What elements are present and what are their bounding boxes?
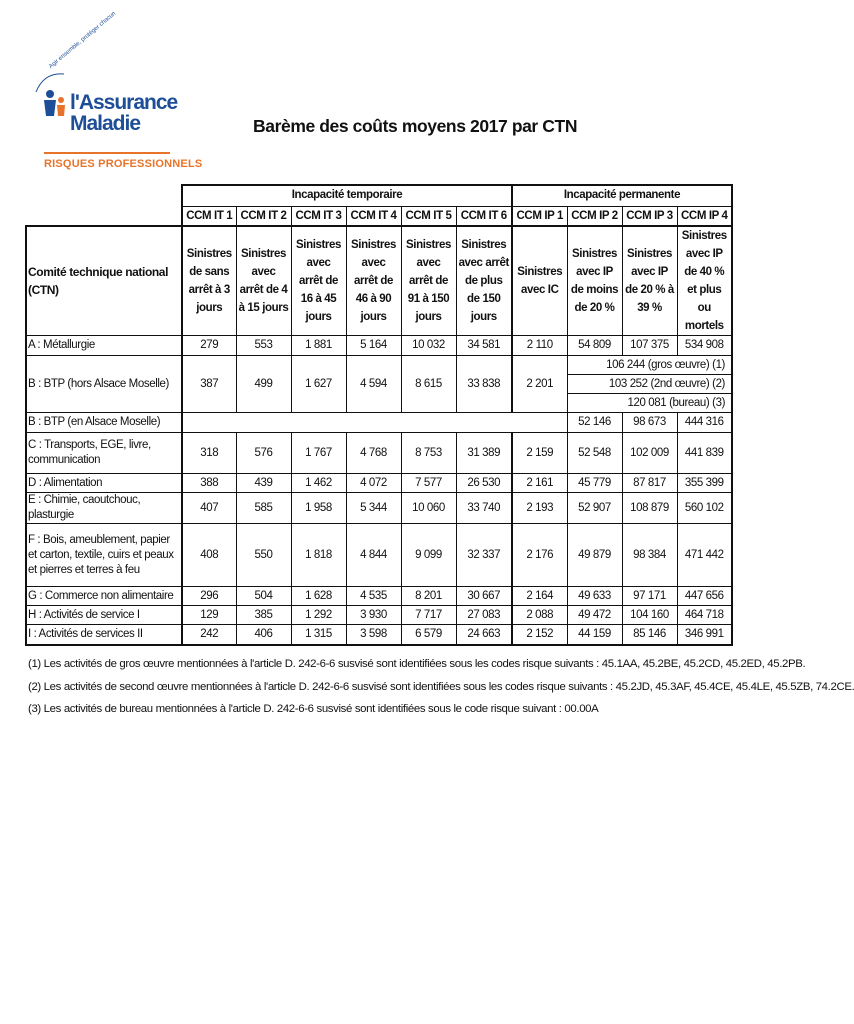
cell: 387	[182, 356, 236, 413]
cell: 553	[236, 336, 291, 356]
cell: 499	[236, 356, 291, 413]
cell: 385	[236, 606, 291, 625]
table-row	[26, 356, 732, 375]
cell: 33 740	[456, 493, 512, 524]
cell: 97 171	[622, 587, 677, 606]
description-header: Sinistres avec arrêt de plus de 150 jours	[456, 226, 512, 336]
cell: 27 083	[456, 606, 512, 625]
cell: 388	[182, 474, 236, 493]
cell: 296	[182, 587, 236, 606]
cell: 1 818	[291, 524, 346, 587]
ctn-header: Comité technique national (CTN)	[26, 226, 182, 336]
cell: 444 316	[677, 413, 732, 433]
cell: 534 908	[677, 336, 732, 356]
page-title: Barème des coûts moyens 2017 par CTN	[253, 116, 578, 136]
cell: 471 442	[677, 524, 732, 587]
logo-line1: l'Assurance	[70, 91, 178, 114]
description-header: Sinistres avec arrêt de 91 à 150 jours	[401, 226, 456, 336]
row-label: I : Activités de services II	[26, 625, 182, 645]
cell: 98 673	[622, 413, 677, 433]
cell: 87 817	[622, 474, 677, 493]
cell: 52 907	[567, 493, 622, 524]
cell: 1 767	[291, 433, 346, 474]
cell: 9 099	[401, 524, 456, 587]
ip-note: 106 244 (gros œuvre) (1)	[567, 356, 732, 375]
cell: 406	[236, 625, 291, 645]
cell: 346 991	[677, 625, 732, 645]
cell: 2 088	[512, 606, 567, 625]
description-header: Sinistres avec arrêt de 4 à 15 jours	[236, 226, 291, 336]
table-row	[26, 587, 732, 606]
code-header: CCM IP 4	[677, 206, 732, 226]
cell: 2 193	[512, 493, 567, 524]
cell: 108 879	[622, 493, 677, 524]
cell: 4 768	[346, 433, 401, 474]
cell: 464 718	[677, 606, 732, 625]
table-row	[26, 606, 732, 625]
footnote-2: (2) Les activités de second œuvre mentionnées à l'article D. 242-6-6 susvisé sont identifiées sous les codes risque suivants : 45.2JD, 45.3AF, 45.4CE, 45.4LE, 45.5ZB, 74.2CE.	[28, 681, 854, 693]
code-header: CCM IT 2	[236, 206, 291, 226]
cell: 26 530	[456, 474, 512, 493]
description-header: Sinistres avec IC	[512, 226, 567, 336]
cell: 560 102	[677, 493, 732, 524]
cell: 2 176	[512, 524, 567, 587]
logo-rule	[44, 152, 170, 154]
cell: 85 146	[622, 625, 677, 645]
cell: 52 146	[567, 413, 622, 433]
cell: 44 159	[567, 625, 622, 645]
logo-line2: Maladie	[70, 112, 141, 135]
ip-note: 103 252 (2nd œuvre) (2)	[567, 375, 732, 394]
cell: 31 389	[456, 433, 512, 474]
row-label: H : Activités de service I	[26, 606, 182, 625]
cell: 107 375	[622, 336, 677, 356]
cell: 407	[182, 493, 236, 524]
cell: 102 009	[622, 433, 677, 474]
table-row	[26, 413, 732, 433]
logo-subtitle: RISQUES PROFESSIONNELS	[44, 158, 203, 170]
code-header: CCM IP 1	[512, 206, 567, 226]
code-header: CCM IP 2	[567, 206, 622, 226]
cell: 441 839	[677, 433, 732, 474]
group-header-temporary: Incapacité temporaire	[182, 185, 512, 206]
row-label: F : Bois, ameublement, papier et carton, textile, cuirs et peaux et pierres et terres à feu	[26, 524, 182, 587]
cell: 1 315	[291, 625, 346, 645]
cell: 8 201	[401, 587, 456, 606]
cell: 49 633	[567, 587, 622, 606]
description-header: Sinistres avec IP de moins de 20 %	[567, 226, 622, 336]
cell: 7 577	[401, 474, 456, 493]
footnote-1: (1) Les activités de gros œuvre mentionnées à l'article D. 242-6-6 susvisé sont identifiées sous les codes risque suivants : 45.1AA, 45.2BE, 45.2CD, 45.2ED, 45.2PB.	[28, 658, 806, 670]
table-row	[26, 433, 732, 474]
cell: 1 881	[291, 336, 346, 356]
description-header: Sinistres avec IP de 40 % et plus ou mortels	[677, 226, 732, 336]
cell: 54 809	[567, 336, 622, 356]
row-label: A : Métallurgie	[26, 336, 182, 356]
cell: 4 844	[346, 524, 401, 587]
cell: 1 628	[291, 587, 346, 606]
cell: 33 838	[456, 356, 512, 413]
cell: 24 663	[456, 625, 512, 645]
code-header: CCM IT 5	[401, 206, 456, 226]
description-header: Sinistres de sans arrêt à 3 jours	[182, 226, 236, 336]
description-header: Sinistres avec arrêt de 16 à 45 jours	[291, 226, 346, 336]
cell: 576	[236, 433, 291, 474]
cell: 10 060	[401, 493, 456, 524]
cell: 1 627	[291, 356, 346, 413]
table-row	[26, 625, 732, 645]
cell: 4 594	[346, 356, 401, 413]
cell: 2 152	[512, 625, 567, 645]
cell: 34 581	[456, 336, 512, 356]
cost-table	[25, 184, 733, 646]
cell: 6 579	[401, 625, 456, 645]
group-header-permanent: Incapacité permanente	[512, 185, 732, 206]
cell: 2 164	[512, 587, 567, 606]
empty-cell	[182, 413, 567, 433]
cell: 2 161	[512, 474, 567, 493]
cell: 5 344	[346, 493, 401, 524]
cell: 45 779	[567, 474, 622, 493]
cell: 1 958	[291, 493, 346, 524]
cell: 30 667	[456, 587, 512, 606]
cell: 550	[236, 524, 291, 587]
table-row	[26, 493, 732, 524]
table-row	[26, 524, 732, 587]
code-header: CCM IT 4	[346, 206, 401, 226]
cell: 318	[182, 433, 236, 474]
cell: 279	[182, 336, 236, 356]
code-header: CCM IT 1	[182, 206, 236, 226]
row-label: G : Commerce non alimentaire	[26, 587, 182, 606]
cell: 8 615	[401, 356, 456, 413]
table-row	[26, 336, 732, 356]
table-row	[26, 474, 732, 493]
row-label: B : BTP (hors Alsace Moselle)	[26, 356, 182, 413]
logo-tagline: Agir ensemble, protéger chacun	[48, 10, 118, 70]
ip-note: 120 081 (bureau) (3)	[567, 394, 732, 413]
cell: 7 717	[401, 606, 456, 625]
cell: 408	[182, 524, 236, 587]
cell: 585	[236, 493, 291, 524]
cell: 10 032	[401, 336, 456, 356]
cell: 355 399	[677, 474, 732, 493]
description-header: Sinistres avec IP de 20 % à 39 %	[622, 226, 677, 336]
code-header: CCM IT 3	[291, 206, 346, 226]
description-header: Sinistres avec arrêt de 46 à 90 jours	[346, 226, 401, 336]
footnote-3: (3) Les activités de bureau mentionnées à l'article D. 242-6-6 susvisé sont identifiées sous le code risque suivant : 00.00A	[28, 703, 599, 715]
code-header: CCM IP 3	[622, 206, 677, 226]
cell: 504	[236, 587, 291, 606]
cell: 3 930	[346, 606, 401, 625]
cell: 104 160	[622, 606, 677, 625]
cell: 5 164	[346, 336, 401, 356]
cell: 2 159	[512, 433, 567, 474]
cell: 49 879	[567, 524, 622, 587]
assurance-maladie-logo	[30, 10, 203, 176]
cell: 242	[182, 625, 236, 645]
cell: 1 292	[291, 606, 346, 625]
row-label: C : Transports, EGE, livre, communication	[26, 433, 182, 474]
cell: 32 337	[456, 524, 512, 587]
logo-figures-icon	[30, 64, 74, 126]
cell: 49 472	[567, 606, 622, 625]
cell: 2 110	[512, 336, 567, 356]
row-label: E : Chimie, caoutchouc, plasturgie	[26, 493, 182, 524]
row-label: B : BTP (en Alsace Moselle)	[26, 413, 182, 433]
cell: 52 548	[567, 433, 622, 474]
code-header: CCM IT 6	[456, 206, 512, 226]
cell: 8 753	[401, 433, 456, 474]
cell: 439	[236, 474, 291, 493]
cell: 2 201	[512, 356, 567, 413]
cell: 4 072	[346, 474, 401, 493]
cell: 4 535	[346, 587, 401, 606]
cell: 129	[182, 606, 236, 625]
cell: 98 384	[622, 524, 677, 587]
cell: 447 656	[677, 587, 732, 606]
cell: 3 598	[346, 625, 401, 645]
row-label: D : Alimentation	[26, 474, 182, 493]
cell: 1 462	[291, 474, 346, 493]
